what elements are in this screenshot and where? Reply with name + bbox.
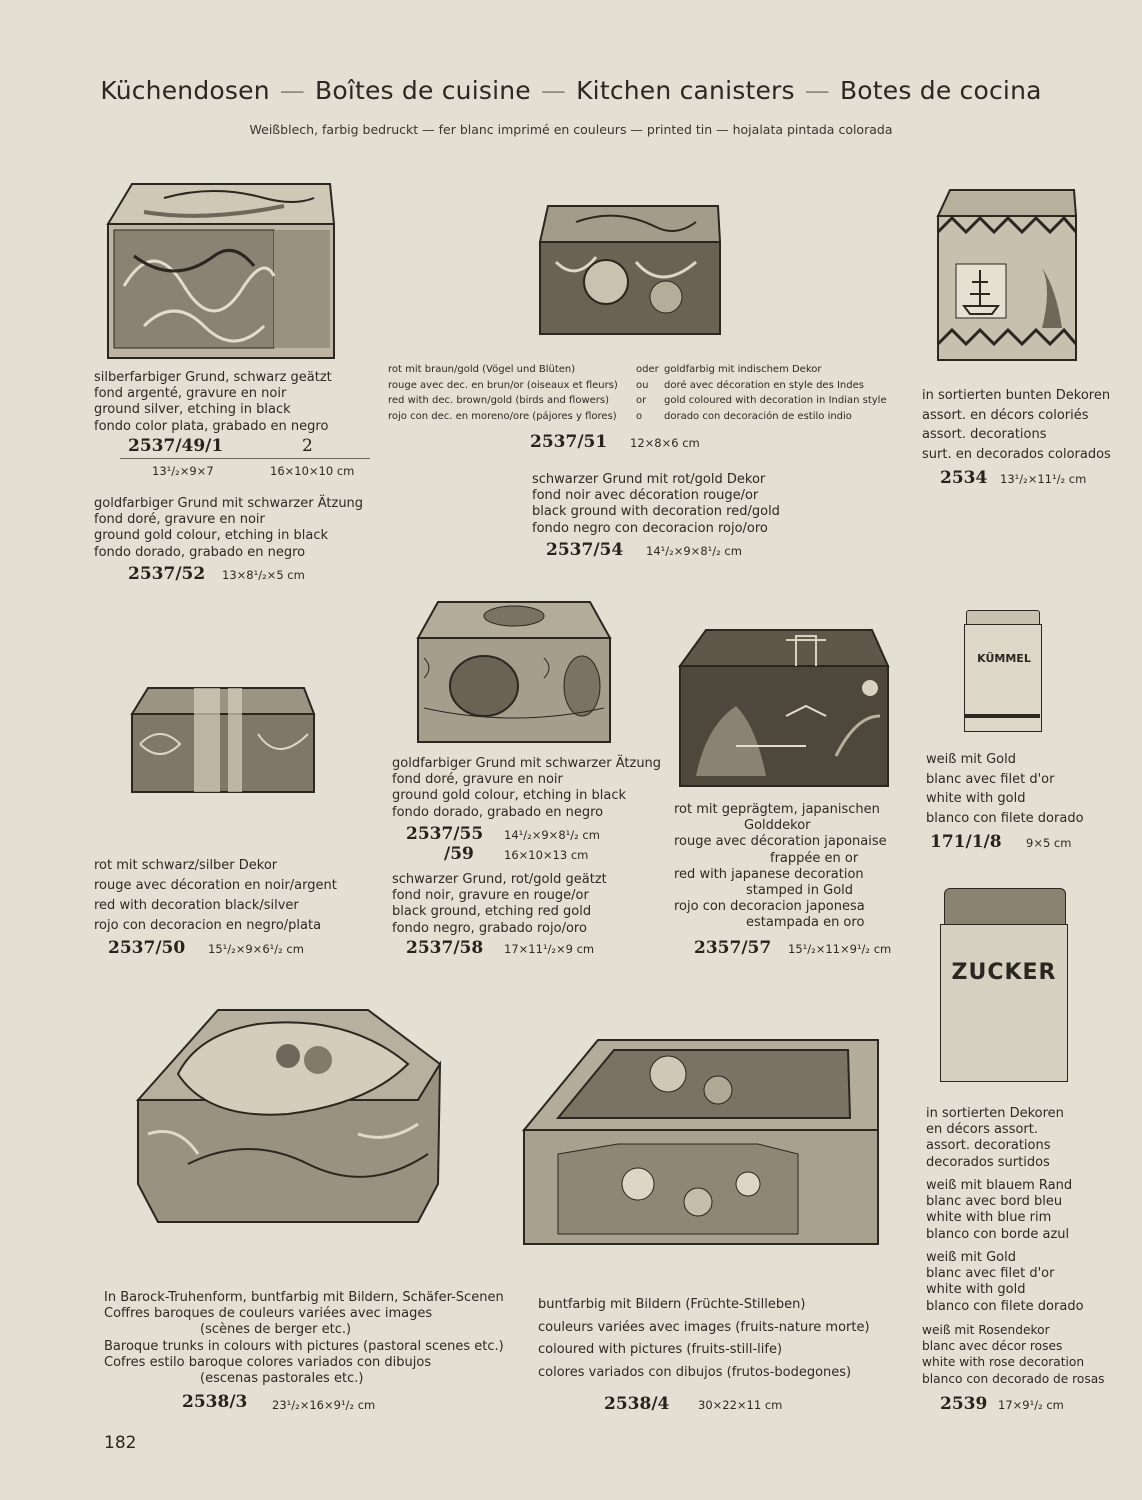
text-line: coloured with pictures (fruits-still-life) <box>538 1342 783 1357</box>
text-line: rot mit braun/gold (Vögel und Blüten) <box>388 364 576 375</box>
description-2537-51-left <box>388 362 618 424</box>
ref-2537-59: /59 <box>444 844 474 864</box>
dim-2537-54: 14¹/₂×9×8¹/₂ cm <box>646 544 742 558</box>
text-line: assort. en décors coloriés <box>922 407 1089 423</box>
text-line: rojo con decoracion en negro/plata <box>94 918 322 933</box>
text-line: schwarzer Grund, rot/gold geätzt <box>392 872 607 887</box>
text-line: blanco con filete dorado <box>926 810 1084 826</box>
text-line: goldfarbig mit indischem Dekor <box>664 364 822 375</box>
canister-2537-49-illustration <box>104 176 338 362</box>
text-line: or <box>636 395 647 406</box>
text-line: blanco con decorado de rosas <box>922 1371 1105 1386</box>
dim-171: 9×5 cm <box>1026 836 1072 850</box>
zucker-label: ZUCKER <box>951 960 1057 985</box>
text-line: decorados surtidos <box>926 1154 1050 1170</box>
text-line: white with gold <box>926 1282 1026 1298</box>
text-line: assort. decorations <box>922 427 1047 442</box>
dim-2537-50: 15¹/₂×9×6¹/₂ cm <box>208 942 304 956</box>
text-line: black ground, etching red gold <box>392 904 592 920</box>
title-de: Küchendosen <box>100 76 270 105</box>
canister-171-illustration <box>962 610 1046 736</box>
text-line: weiß mit Gold <box>926 1250 1016 1265</box>
description-2357-57 <box>674 802 887 932</box>
text-line: fond doré, gravure en noir <box>94 512 265 528</box>
description-2537-54 <box>532 472 780 537</box>
dimension-rule <box>120 458 370 459</box>
title-fr: Boîtes de cuisine <box>314 76 531 105</box>
text-line: black ground with decoration red/gold <box>532 504 780 520</box>
text-line: gold coloured with decoration in Indian style <box>664 395 887 406</box>
page-title: Küchendosen — Boîtes de cuisine — Kitchen canisters — Botes de cocina <box>100 76 1042 105</box>
text-line: rojo con dec. en moreno/ore (pájores y flores) <box>388 410 617 422</box>
text-line: couleurs variées avec images (fruits-nature morte) <box>538 1319 870 1335</box>
text-line: ground silver, etching in black <box>94 402 291 418</box>
text-line: in sortierten Dekoren <box>926 1106 1064 1121</box>
dim-2537-52: 13×8¹/₂×5 cm <box>222 568 305 582</box>
dim-2537-49-1: 13¹/₂×9×7 <box>152 464 214 478</box>
ref-2537-50: 2537/50 <box>108 938 186 958</box>
ref-2537-55: 2537/55 <box>406 824 484 844</box>
description-2539-group-1 <box>926 1106 1064 1171</box>
text-line: Coffres baroques de couleurs variées avec images <box>104 1306 433 1322</box>
description-2538-3 <box>104 1290 504 1387</box>
ref-2357-57: 2357/57 <box>694 938 772 958</box>
text-line: rouge avec dec. en brun/or (oiseaux et fleurs) <box>388 379 618 391</box>
ref-2539: 2539 <box>940 1394 988 1414</box>
text-line: fondo color plata, grabado en negro <box>94 418 329 434</box>
canister-2538-3-illustration <box>118 1004 446 1226</box>
text-line: weiß mit blauem Rand <box>926 1178 1073 1193</box>
dim-2538-3: 23¹/₂×16×9¹/₂ cm <box>272 1398 376 1412</box>
description-2539-group-2 <box>926 1178 1072 1243</box>
text-line: fondo dorado, grabado en negro <box>94 544 306 560</box>
page-subtitle: Weißblech, farbig bedruckt — fer blanc imprimé en couleurs — printed tin — hojalata pintada colorada <box>249 122 893 137</box>
text-line: oder <box>636 364 659 375</box>
canister-2357-57-illustration <box>676 626 892 790</box>
text-line: white with rose decoration <box>922 1355 1085 1370</box>
description-171 <box>926 750 1084 828</box>
text-line: red with dec. brown/gold (birds and flowers) <box>388 395 609 406</box>
text-line: in sortierten bunten Dekoren <box>922 388 1111 403</box>
description-2537-51-right <box>664 362 887 424</box>
text-line: ground gold colour, etching in black <box>94 528 329 544</box>
ref-2537-49-1: 2537/49/1 <box>128 436 224 456</box>
text-line: ou <box>636 379 649 391</box>
dim-2357-57: 15¹/₂×11×9¹/₂ cm <box>788 942 892 956</box>
ref-2537-58: 2537/58 <box>406 938 484 958</box>
text-line: rot mit geprägtem, japanischen <box>674 802 880 817</box>
ref-2538-3: 2538/3 <box>182 1392 248 1412</box>
dim-2534: 13¹/₂×11¹/₂ cm <box>1000 472 1087 486</box>
text-line: fond noir, gravure en rouge/or <box>392 888 589 904</box>
text-line: fond argenté, gravure en noir <box>94 386 287 402</box>
text-line: weiß mit Rosendekor <box>922 1323 1050 1337</box>
text-line: white with gold <box>926 791 1026 806</box>
ref-2537-52: 2537/52 <box>128 564 206 584</box>
description-2534 <box>922 386 1111 464</box>
text-line: ground gold colour, etching in black <box>392 788 627 804</box>
canister-2537-55-illustration <box>414 598 614 746</box>
ref-2537-51: 2537/51 <box>530 432 608 452</box>
text-line: red with japanese decoration <box>674 866 864 882</box>
dim-2539: 17×9¹/₂ cm <box>998 1398 1064 1412</box>
text-line: blanc avec filet d'or <box>926 1266 1055 1282</box>
title-en: Kitchen canisters <box>576 76 795 105</box>
text-line: rojo con decoracion japonesa <box>674 899 865 915</box>
description-2538-4 <box>538 1294 870 1384</box>
dim-2537-58: 17×11¹/₂×9 cm <box>504 942 595 956</box>
text-line: colores variados con dibujos (frutos-bodegones) <box>538 1364 852 1380</box>
canister-2539-illustration <box>940 888 1072 1088</box>
text-line: doré avec décoration en style des Indes <box>664 379 864 391</box>
description-2539-group-4 <box>922 1322 1105 1387</box>
dim-2538-4: 30×22×11 cm <box>698 1398 783 1412</box>
canister-2537-51-illustration <box>536 202 724 338</box>
text-line: frappée en or <box>770 850 859 866</box>
ref-2537-54: 2537/54 <box>546 540 624 560</box>
dim-2537-51: 12×8×6 cm <box>630 436 700 450</box>
text-line: buntfarbig mit Bildern (Früchte-Stilleben) <box>538 1297 806 1312</box>
text-line: estampada en oro <box>746 915 865 931</box>
ref-171-1-8: 171/1/8 <box>930 832 1002 852</box>
description-2537-49 <box>94 370 332 435</box>
text-line: blanc avec bord bleu <box>926 1194 1063 1210</box>
text-line: blanc avec décor roses <box>922 1339 1063 1354</box>
description-2537-52 <box>94 496 363 561</box>
text-line: white with blue rim <box>926 1210 1052 1226</box>
description-2537-55 <box>392 756 661 821</box>
text-line: fond doré, gravure en noir <box>392 772 563 788</box>
text-line: fondo dorado, grabado en negro <box>392 804 604 820</box>
text-line: In Barock-Truhenform, buntfarbig mit Bildern, Schäfer-Scenen <box>104 1290 504 1305</box>
text-line: fondo negro, grabado rojo/oro <box>392 920 587 936</box>
text-line: dorado con decoración de estilo indio <box>664 410 852 422</box>
page-number: 182 <box>104 1433 137 1453</box>
dim-2537-55: 14¹/₂×9×8¹/₂ cm <box>504 828 600 842</box>
text-line: blanco con filete dorado <box>926 1298 1084 1314</box>
text-line: (scènes de berger etc.) <box>200 1322 352 1338</box>
canister-2534-illustration <box>934 186 1080 364</box>
text-line: rouge avec décoration japonaise <box>674 834 887 850</box>
text-line: Golddekor <box>744 818 811 834</box>
text-line: red with decoration black/silver <box>94 898 299 913</box>
dim-2537-49-2: 16×10×10 cm <box>270 464 355 478</box>
text-line: weiß mit Gold <box>926 752 1016 767</box>
ref-2538-4: 2538/4 <box>604 1394 670 1414</box>
text-line: en décors assort. <box>926 1122 1039 1138</box>
text-line: assort. decorations <box>926 1138 1051 1154</box>
description-2537-50 <box>94 856 337 936</box>
dim-2537-59: 16×10×13 cm <box>504 848 589 862</box>
kuemmel-label: KÜMMEL <box>977 652 1031 665</box>
text-line: schwarzer Grund mit rot/gold Dekor <box>532 472 766 487</box>
text-line: blanc avec filet d'or <box>926 771 1055 787</box>
canister-2538-4-illustration <box>518 1034 886 1248</box>
text-line: Baroque trunks in colours with pictures (pastoral scenes etc.) <box>104 1338 504 1354</box>
text-line: silberfarbiger Grund, schwarz geätzt <box>94 370 332 385</box>
text-line: Cofres estilo baroque colores variados con dibujos <box>104 1354 432 1370</box>
text-line: blanco con borde azul <box>926 1226 1070 1242</box>
description-2539-group-3 <box>926 1250 1084 1315</box>
text-line: stamped in Gold <box>746 883 854 899</box>
text-line: goldfarbiger Grund mit schwarzer Ätzung <box>94 496 364 511</box>
text-line: rouge avec décoration en noir/argent <box>94 878 337 893</box>
text-line: surt. en decorados colorados <box>922 446 1111 462</box>
text-line: rot mit schwarz/silber Dekor <box>94 858 278 873</box>
description-2537-51-conj <box>636 362 659 424</box>
text-line: goldfarbiger Grund mit schwarzer Ätzung <box>392 756 662 771</box>
description-2537-58 <box>392 872 607 937</box>
text-line: (escenas pastorales etc.) <box>200 1371 364 1387</box>
ref-2537-49-2: 2 <box>302 436 313 456</box>
text-line: fondo negro con decoracion rojo/oro <box>532 520 768 536</box>
canister-2537-50-illustration <box>128 684 318 796</box>
text-line: o <box>636 410 643 422</box>
title-es: Botes de cocina <box>839 76 1042 105</box>
ref-2534: 2534 <box>940 468 988 488</box>
text-line: fond noir avec décoration rouge/or <box>532 488 759 504</box>
